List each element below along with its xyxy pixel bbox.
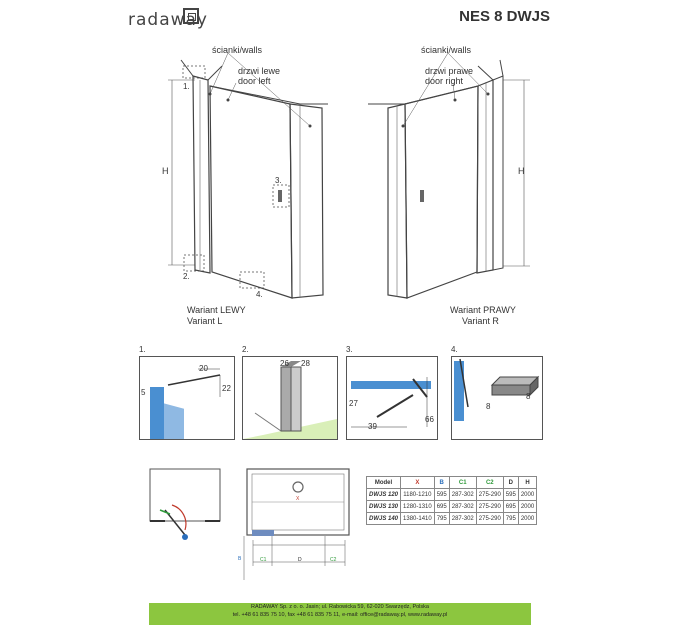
- footer-bar: [149, 603, 531, 625]
- col-header-h: H: [518, 477, 536, 489]
- detail-3-dim-27: 27: [349, 399, 358, 408]
- col-header-c1: C1: [449, 477, 476, 489]
- cell-x: 1280-1310: [401, 501, 435, 513]
- cell-c1: 287-302: [449, 489, 476, 501]
- left-variant-pl: Wariant LEWY: [187, 305, 246, 315]
- cell-model: DWJS 140: [367, 513, 401, 525]
- cell-c2: 275-290: [476, 501, 503, 513]
- left-marker-1: 1.: [183, 82, 190, 91]
- left-marker-2: 2.: [183, 272, 190, 281]
- plan-c1-label: C1: [260, 557, 267, 563]
- cell-h: 2000: [518, 501, 536, 513]
- footer-contact: tel. +48 61 835 75 10, fax +48 61 835 75 11, e-mail: office@radaway.pl, www.radaway.pl: [232, 612, 448, 618]
- col-header-d: D: [503, 477, 518, 489]
- cell-x: 1180-1210: [401, 489, 435, 501]
- left-marker-3: 3.: [275, 176, 282, 185]
- spec-table: [366, 476, 537, 525]
- cell-d: 595: [503, 489, 518, 501]
- detail-2-number: 2.: [242, 345, 249, 354]
- detail-2-dim-28: 28: [301, 359, 310, 368]
- left-variant-en: Variant L: [187, 316, 223, 326]
- cell-b: 795: [434, 513, 449, 525]
- detail-4-number: 4.: [451, 345, 458, 354]
- table-row: [367, 489, 537, 501]
- left-door-label-pl: drzwi lewe: [238, 66, 281, 76]
- right-height-label: H: [518, 166, 525, 176]
- left-height-label: H: [162, 166, 169, 176]
- cell-c1: 287-302: [449, 513, 476, 525]
- detail-2-dim-26: 26: [280, 359, 289, 368]
- plan-c2-label: C2: [330, 557, 337, 563]
- detail-3-number: 3.: [346, 345, 353, 354]
- right-variant-pl: Wariant PRAWY: [450, 305, 516, 315]
- detail-4-dim-8a: 8: [486, 402, 491, 411]
- cell-b: 695: [434, 501, 449, 513]
- detail-1-dim-22: 22: [222, 384, 231, 393]
- detail-3-dim-66: 66: [425, 415, 434, 424]
- right-door-label-pl: drzwi prawe: [425, 66, 474, 76]
- detail-1-number: 1.: [139, 345, 146, 354]
- left-marker-4: 4.: [256, 290, 263, 299]
- cell-h: 2000: [518, 513, 536, 525]
- cell-model: DWJS 120: [367, 489, 401, 501]
- cell-h: 2000: [518, 489, 536, 501]
- plan-x-label: X: [296, 496, 300, 502]
- left-walls-label: ścianki/walls: [212, 45, 263, 55]
- cell-d: 695: [503, 501, 518, 513]
- col-header-x: X: [401, 477, 435, 489]
- cell-model: DWJS 130: [367, 501, 401, 513]
- col-header-b: B: [434, 477, 449, 489]
- left-door-label-en: door left: [238, 76, 271, 86]
- model-title: NES 8 DWJS: [459, 8, 550, 25]
- detail-3-dim-39: 39: [368, 422, 377, 431]
- cell-x: 1380-1410: [401, 513, 435, 525]
- detail-1-dim-20: 20: [199, 364, 208, 373]
- table-row: [367, 513, 537, 525]
- right-variant-en: Variant R: [462, 316, 499, 326]
- cell-c2: 275-290: [476, 489, 503, 501]
- col-header-model: Model: [367, 477, 401, 489]
- brand-logo: radaway: [128, 10, 208, 30]
- col-header-c2: C2: [476, 477, 503, 489]
- footer-address: RADAWAY Sp. z o. o. Jasin; ul. Rabowicka 59, 62-020 Swarzędz, Polska: [251, 604, 429, 610]
- detail-4-dim-8b: 8: [526, 392, 531, 401]
- detail-1-dim-5: 5: [141, 388, 146, 397]
- plan-b-label: B: [238, 556, 242, 562]
- cell-c2: 275-290: [476, 513, 503, 525]
- cell-c1: 287-302: [449, 501, 476, 513]
- cell-d: 795: [503, 513, 518, 525]
- spec-table-header-row: [367, 477, 537, 489]
- cell-b: 595: [434, 489, 449, 501]
- table-row: [367, 501, 537, 513]
- right-door-label-en: door right: [425, 76, 464, 86]
- right-walls-label: ścianki/walls: [421, 45, 472, 55]
- plan-d-label: D: [298, 557, 302, 563]
